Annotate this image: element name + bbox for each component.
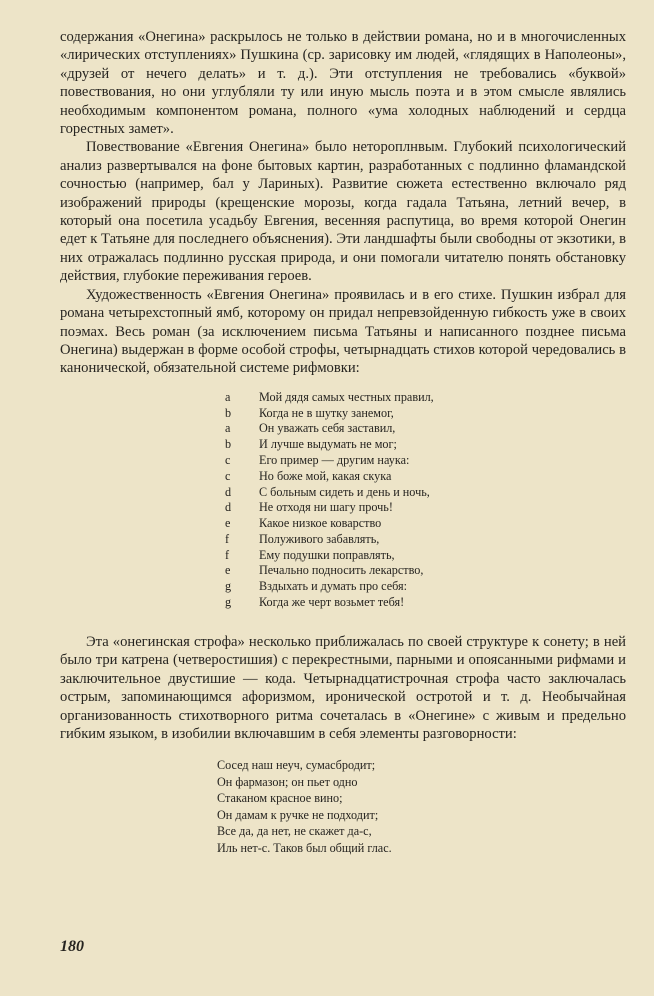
stanza-line-text: Но боже мой, какая скука: [259, 468, 392, 483]
rhyme-letter: c: [225, 452, 231, 467]
onegin-stanza: [225, 390, 626, 611]
stanza-line-text: Печально подносить лекарство,: [259, 563, 424, 578]
quote-line: Все да, да нет, не скажет да-с,: [217, 824, 372, 839]
stanza-line-text: Вздыхать и думать про себя:: [259, 579, 408, 594]
rhyme-letter: b: [225, 405, 232, 420]
stanza-line-text: Ему подушки поправлять,: [259, 547, 395, 562]
stanza-line-text: Не отходя ни шагу прочь!: [259, 500, 393, 515]
rhyme-letter: e: [225, 563, 231, 578]
quote-line: Стаканом красное вино;: [217, 791, 343, 806]
stanza-line: [225, 485, 626, 501]
rhyme-letter: a: [225, 389, 231, 404]
stanza-line: [225, 500, 626, 516]
quote-line: Он дамам к ручке не подходит;: [217, 807, 379, 822]
stanza-line-text: Полуживого забавлять,: [259, 531, 380, 546]
paragraph-4: Эта «онегинская строфа» несколько приближалась по своей структуре к сонету; в ней было три катрена (четверостишия) с перекрестными, парными и опоясанными рифмами и заключительное двустишие — кода. Четырнадцатистрочная строфа часто заключалась острым, запоминающимся афоризмом, иронической остротой и т. д. Необычайная организованность стихотворного ритма сочеталась в «Онегине» с живым и предельно гибким языком, в изобилии включавшим в себя элементы разговорности:: [60, 633, 626, 742]
stanza-line: [225, 579, 626, 595]
quote-line: Он фармазон; он пьет одно: [217, 774, 358, 789]
rhyme-letter: d: [225, 500, 232, 515]
paragraph-2: Повествование «Евгения Онегина» было нетороплнвым. Глубокий психологический анализ развертывался на фоне бытовых картин, разработанных с подлинно фламандской сочностью (например, бал у Лариных). Развитие сюжета естественно включало ряд изображений природы (крещенские морозы, когда гадала Татьяна, летний вечер, в который она посетила усадьбу Евгения, весенняя распутица, во время которой Онегин едет к Татьяне для последнего объяснения). Эти ландшафты были свободны от экзотики, в них отражалась подлинно русская природа, и они помогали читателю понять обстановку действия, глубокие переживания героев.: [60, 139, 626, 285]
rhyme-letter: g: [225, 595, 232, 610]
stanza-line: [225, 516, 626, 532]
stanza-line: [225, 421, 626, 437]
stanza-line: [225, 548, 626, 564]
rhyme-letter: g: [225, 579, 232, 594]
stanza-line-text: Какое низкое коварство: [259, 516, 382, 531]
quote-verse: [217, 757, 626, 856]
rhyme-letter: e: [225, 516, 231, 531]
rhyme-letter: c: [225, 468, 231, 483]
stanza-line: [225, 437, 626, 453]
rhyme-letter: f: [225, 547, 230, 562]
stanza-line-text: С больным сидеть и день и ночь,: [259, 484, 430, 499]
stanza-line: [225, 532, 626, 548]
quote-line: Иль нет-с. Таков был общий глас.: [217, 840, 392, 855]
stanza-line-text: И лучше выдумать не мог;: [259, 437, 397, 452]
quote-line: Сосед наш неуч, сумасбродит;: [217, 758, 376, 773]
stanza-line: [225, 595, 626, 611]
stanza-line-text: Когда не в шутку занемог,: [259, 405, 394, 420]
paragraph-1: содержания «Онегина» раскрылось не только в действии романа, но и в многочисленных «лирических отступлениях» Пушкина (ср. зарисовку им людей, «глядящих в Наполеоны», «друзей от нечего делать» и т. д.). Эти отступления не требовались «буквой» повествования, но они углубляли ту или иную мысль поэта и в этом смысле являлись необходимым компонентом романа, полного «ума холодных наблюдений и сердца горестных замет».: [60, 29, 626, 138]
stanza-line-text: Мой дядя самых честных правил,: [259, 389, 434, 404]
stanza-line: [225, 563, 626, 579]
stanza-line-text: Он уважать себя заставил,: [259, 421, 396, 436]
page-number: 180: [60, 938, 84, 955]
stanza-line-text: Когда же черт возьмет тебя!: [259, 595, 405, 610]
stanza-line: [225, 453, 626, 469]
stanza-line-text: Его пример — другим наука:: [259, 452, 410, 467]
rhyme-letter: d: [225, 484, 232, 499]
stanza-line: [225, 406, 626, 422]
stanza-line: [225, 469, 626, 485]
rhyme-letter: b: [225, 437, 232, 452]
rhyme-letter: f: [225, 531, 230, 546]
rhyme-letter: a: [225, 421, 231, 436]
stanza-line: [225, 390, 626, 406]
paragraph-3: Художественность «Евгения Онегина» проявилась и в его стихе. Пушкин избрал для романа четырехстопный ямб, которому он придал непревзойденную гибкость уже в своих поэмах. Весь роман (за исключением письма Татьяны и написанного позднее письма Онегина) выдержан в форме особой строфы, четырнадцать стихов которой чередовались в канонической, обязательной системе рифмовки:: [60, 286, 626, 377]
